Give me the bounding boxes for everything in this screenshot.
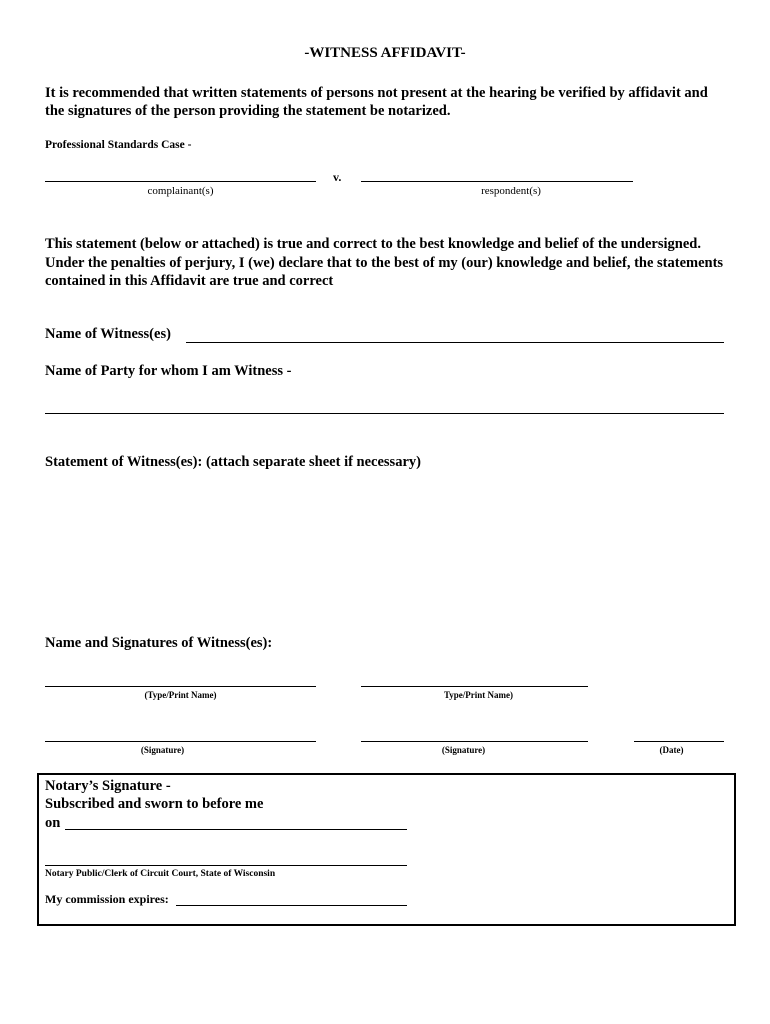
statement-label: Statement of Witness(es): (attach separate sheet if necessary) xyxy=(45,454,421,470)
statement-textarea[interactable] xyxy=(45,478,728,627)
type-print-caption-2: Type/Print Name) xyxy=(443,690,514,700)
date-input[interactable] xyxy=(634,727,724,742)
declaration-paragraph: This statement (below or attached) is true and correct to the best knowledge and belief of the undersigned. Under the penalties of perjury, I (we) declare that to the best of my (our) knowledge and belief, the statements contained in this Affidavit are true and correct xyxy=(45,236,724,289)
case-label: Professional Standards Case - xyxy=(45,139,192,151)
witness1-signature-input[interactable] xyxy=(45,727,316,742)
notary-on-label: on xyxy=(45,815,61,831)
complainant-input[interactable] xyxy=(45,167,316,182)
signature-caption-2: (Signature) xyxy=(441,745,486,755)
witness-name-input[interactable] xyxy=(186,328,724,343)
commission-label: My commission expires: xyxy=(45,892,169,906)
intro-paragraph: It is recommended that written statements of persons not present at the hearing be verified by affidavit and the signatures of the person providing the statement be notarized. xyxy=(45,85,708,119)
commission-expires-input[interactable] xyxy=(176,891,407,906)
notary-subscribed-text: Subscribed and sworn to before me xyxy=(45,796,264,812)
notary-signature-label: Notary’s Signature - xyxy=(45,778,171,794)
notary-signature-input[interactable] xyxy=(45,851,407,866)
witness2-print-name-input[interactable] xyxy=(361,672,588,687)
party-input[interactable] xyxy=(45,399,724,414)
versus-label: v. xyxy=(333,170,342,184)
witness-name-label: Name of Witness(es) xyxy=(45,326,171,342)
witness1-print-name-input[interactable] xyxy=(45,672,316,687)
signature-caption-1: (Signature) xyxy=(140,745,185,755)
type-print-caption-1: (Type/Print Name) xyxy=(144,690,217,700)
party-label: Name of Party for whom I am Witness - xyxy=(45,363,292,379)
signatures-label: Name and Signatures of Witness(es): xyxy=(45,635,273,651)
date-caption: (Date) xyxy=(659,745,684,755)
notary-date-input[interactable] xyxy=(65,815,407,830)
complainant-caption: complainant(s) xyxy=(147,185,214,197)
respondent-input[interactable] xyxy=(361,167,633,182)
respondent-caption: respondent(s) xyxy=(481,185,541,197)
witness2-signature-input[interactable] xyxy=(361,727,588,742)
notary-public-caption: Notary Public/Clerk of Circuit Court, State of Wisconsin xyxy=(45,869,276,879)
page-title: -WITNESS AFFIDAVIT- xyxy=(304,45,466,61)
